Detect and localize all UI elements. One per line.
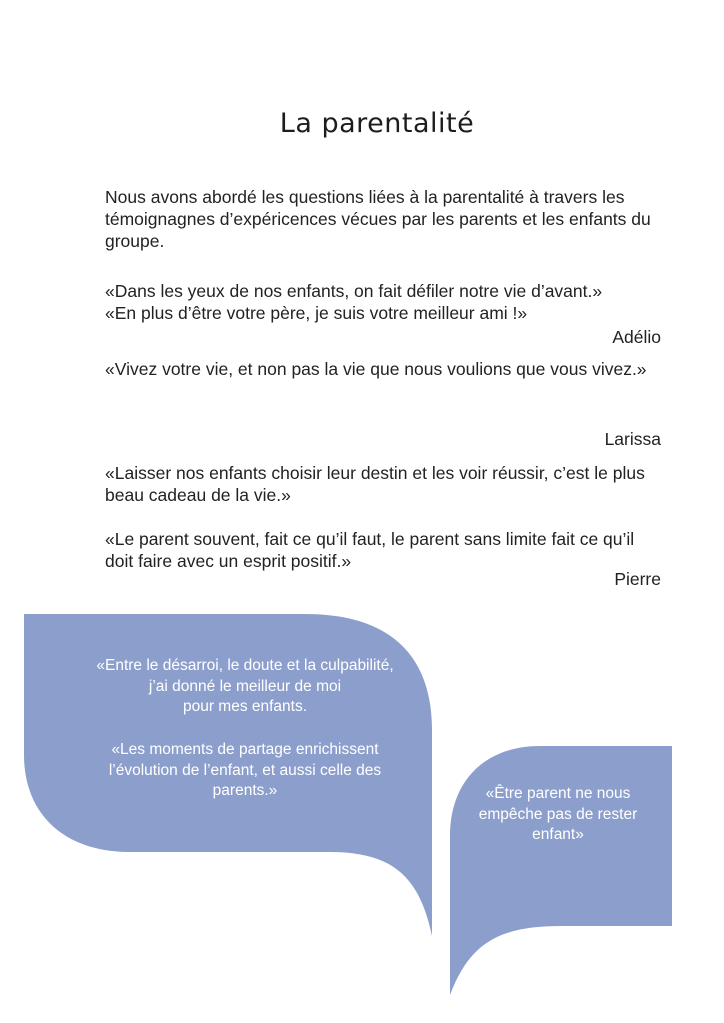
author-larissa: Larissa bbox=[604, 429, 661, 449]
left-bubble-line: parents.» bbox=[212, 782, 278, 799]
left-bubble-line: j’ai donné le meilleur de moi bbox=[148, 677, 342, 695]
quote-larissa: «Vivez votre vie, et non pas la vie que nous voulions que vous vivez.» bbox=[105, 359, 647, 379]
quote-adelio-1: «Dans les yeux de nos enfants, on fait défiler notre vie d’avant.» bbox=[105, 281, 603, 301]
left-bubble-line: l’évolution de l’enfant, et aussi celle des bbox=[108, 761, 382, 779]
quote-adelio-2: «En plus d’être votre père, je suis votre meilleur ami !» bbox=[105, 303, 528, 323]
left-bubble-line: «Entre le désarroi, le doute et la culpabilité, bbox=[96, 657, 394, 674]
author-pierre: Pierre bbox=[614, 569, 661, 589]
right-bubble-line: «Être parent ne nous bbox=[485, 785, 631, 802]
left-bubble-line: pour mes enfants. bbox=[182, 698, 308, 715]
right-bubble-quote bbox=[458, 784, 658, 846]
left-bubble-quote-1 bbox=[60, 656, 430, 718]
left-bubble-line: «Les moments de partage enrichissent bbox=[111, 741, 379, 758]
quote-destin: «Laisser nos enfants choisir leur destin et les voir réussir, c’est le plus beau cadeau de la vie.» bbox=[105, 463, 645, 505]
intro-paragraph: Nous avons abordé les questions liées à la parentalité à travers les témoignagnes d’expéricences vécues par les parents et les enfants du groupe. bbox=[105, 187, 651, 251]
page-title: La parentalité bbox=[279, 108, 475, 139]
quote-pierre: «Le parent souvent, fait ce qu’il faut, le parent sans limite fait ce qu’il doit faire avec un esprit positif.» bbox=[105, 529, 635, 571]
left-bubble-quote-2 bbox=[60, 740, 430, 802]
right-bubble-line: enfant» bbox=[532, 826, 584, 843]
right-bubble-line: empêche pas de rester bbox=[478, 805, 638, 823]
author-adelio: Adélio bbox=[612, 327, 661, 347]
